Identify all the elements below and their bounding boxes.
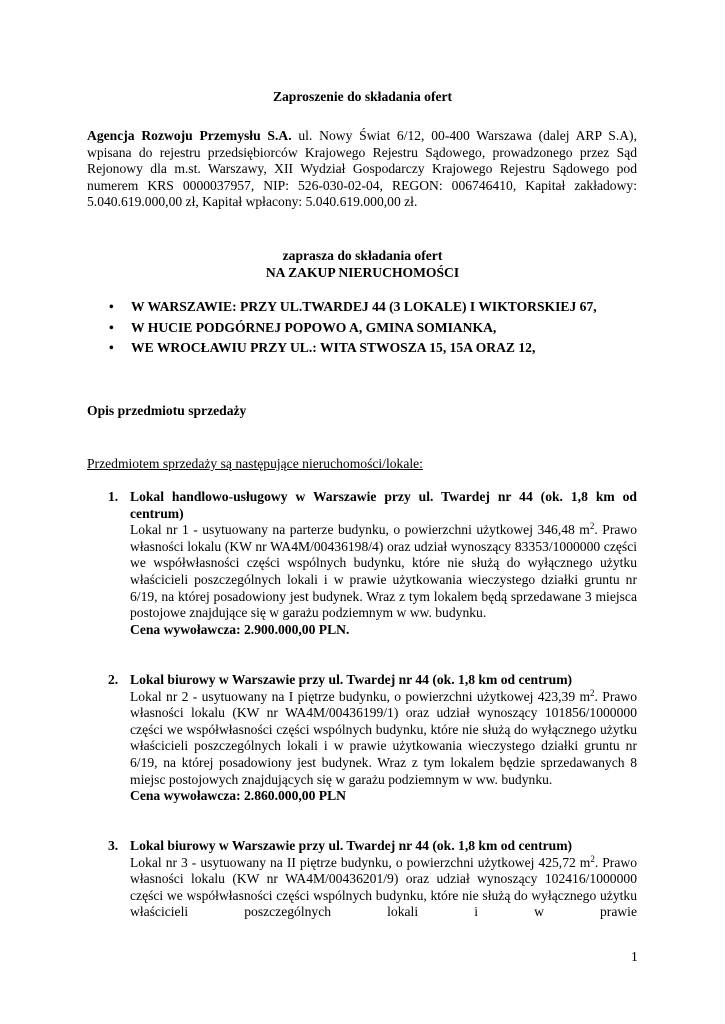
intro-paragraph: [87, 128, 637, 211]
location-list: [87, 299, 597, 361]
property-item-1: [108, 489, 637, 638]
list-item: • W HUCIE PODGÓRNEJ POPOWO A, GMINA SOMIANKA,: [109, 319, 497, 335]
item-description: Lokal nr 3 - usytuowany na II piętrze budynku, o powierzchni użytkowej 425,72 $m^2$. Prawo własności lokalu (KW nr WA4M/00436201/9) oraz udział wynoszący 102416/1000000 części we współwłasności części wspólnych budynku, które nie służą do wyłącznego użytku właścicieli poszczególnych lokali i w prawie: [130, 853, 637, 920]
item-description: Lokal nr 2 - usytuowany na I piętrze budynku, o powierzchni użytkowej 423,39 $m^2$. Prawo własności lokalu (KW nr WA4M/00436199/1) oraz udział wynoszący 101856/1000000 części we współwłasności części wspólnych budynku, które nie służą do wyłącznego użytku właścicieli poszczególnych lokali i w prawie użytkowania wieczystego działki gruntu nr 6/19, na której posadowiony jest budynek. Wraz z tym lokalem będzie sprzedawanych 8 miejsc postojowych znajdujących się w garażu podziemnym w ww. budynku.: [130, 687, 637, 787]
page-number: 1: [631, 949, 638, 964]
item-heading: Lokal biurowy w Warszawie przy ul. Twardej nr 44 (ok. 1,8 km od centrum): [130, 672, 573, 687]
item-heading: Lokal handlowo-usługowy w Warszawie przy ul. Twardej nr 44 (ok. 1,8 km od centrum): [130, 489, 637, 521]
item-price: Cena wywoławcza: 2.900.000,00 PLN.: [130, 621, 350, 637]
company-name: Agencja Rozwoju Przemysłu S.A.: [87, 128, 292, 143]
property-item-3: [108, 838, 637, 921]
invite-line-1: zaprasza do składania ofert: [282, 248, 443, 263]
property-item-2: [108, 672, 637, 805]
item-number: 3.: [108, 838, 119, 853]
company-details: ul. Nowy Świat 6/12, 00-400 Warszawa (dalej ARP S.A), wpisana do rejestru przedsiębiorców Krajowego Rejestru Sądowego, prowadzonego przez Sąd Rejonowy dla m.st. Warszawy, XII Wydział Gospodarczy Krajowego Rejestru Sądowego pod numerem KRS 0000037957, NIP: 526-030-02-04, REGON: 006746410, Kapitał zakładowy: 5.040.619.000,00 zł, Kapitał wpłacony: 5.040.619.000,00 zł.: [87, 128, 637, 210]
list-item: • W WARSZAWIE: PRZY UL.TWARDEJ 44 (3 LOKALE) I WIKTORSKIEJ 67,: [109, 299, 597, 314]
item-description: Lokal nr 1 - usytuowany na parterze budynku, o powierzchni użytkowej 346,48 $m^2$. Prawo własności lokalu (KW nr WA4M/00436198/4) oraz udział wynoszący 83353/1000000 części we współwłasności części wspólnych budynku, które nie służą do wyłącznego użytku właścicieli poszczególnych lokali i w prawie użytkowania wieczystego działki gruntu nr 6/19, na której posadowiony jest budynek. Wraz z tym lokalem będą sprzedawane 3 miejsca postojowe znajdujące się w garażu podziemnym w ww. budynku.: [130, 521, 637, 621]
bullet-icon: •: [109, 340, 114, 355]
item-heading: Lokal biurowy w Warszawie przy ul. Twardej nr 44 (ok. 1,8 km od centrum): [130, 838, 573, 853]
invite-line-2: NA ZAKUP NIERUCHOMOŚCI: [265, 265, 460, 280]
item-price: Cena wywoławcza: 2.860.000,00 PLN: [130, 788, 346, 804]
bullet-icon: •: [109, 319, 114, 335]
item-number: 2.: [108, 672, 119, 687]
section-subtitle: Przedmiotem sprzedaży są następujące nieruchomości/lokale:: [87, 456, 423, 471]
list-item: • WE WROCŁAWIU PRZY UL.: WITA STWOSZA 15, 15A ORAZ 12,: [109, 340, 536, 355]
item-number: 1.: [108, 489, 119, 504]
section-title: Opis przedmiotu sprzedaży: [87, 403, 247, 418]
bullet-icon: •: [109, 299, 114, 314]
document-title: Zaproszenie do składania ofert: [272, 89, 453, 104]
